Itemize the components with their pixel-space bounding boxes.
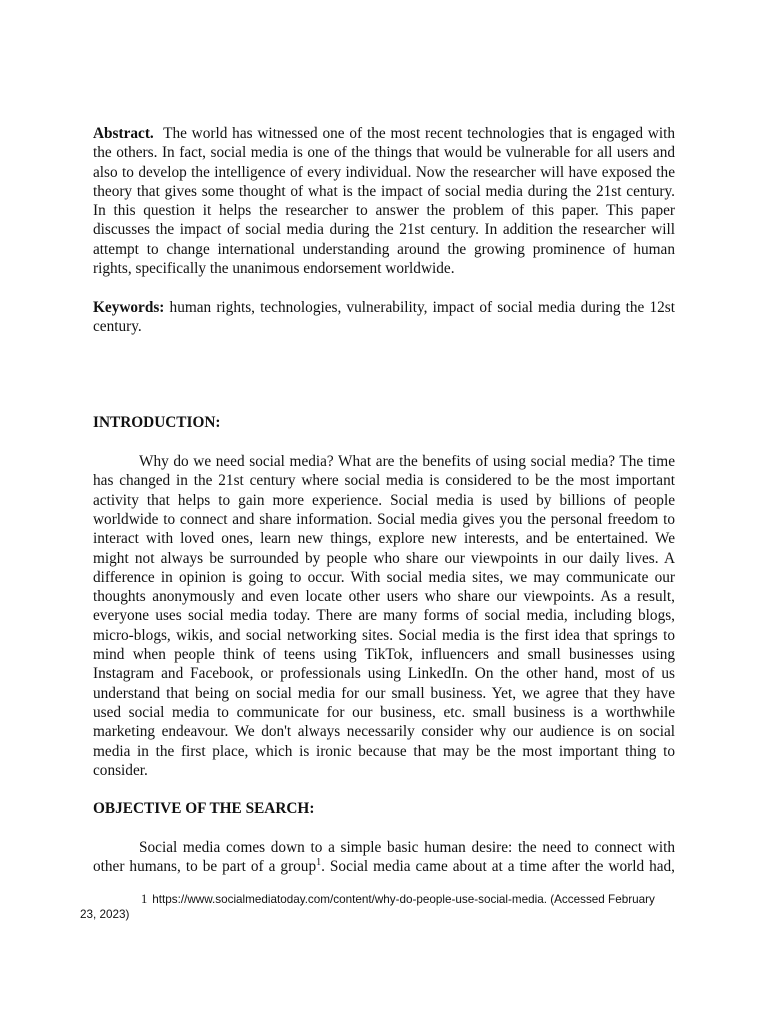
introduction-line: used social media to communicate for our business, etc. small business is a worthwhile	[93, 703, 675, 721]
introduction-line: micro-blogs, wikis, and social networking sites. Social media is the first idea that springs to	[93, 626, 675, 644]
introduction-line: activity that helps to gain more experience. Social media is used by billions of people	[93, 491, 675, 509]
abstract-line: rights, specifically the unanimous endorsement worldwide.	[93, 260, 455, 278]
abstract-line-text: The world has witnessed one of the most recent technologies that is engaged with	[163, 125, 675, 142]
introduction-line: marketing endeavour. We don't always necessarily consider why our audience is on social	[93, 723, 675, 741]
introduction-line: difference in opinion is going to occur. With social media sites, we may communicate our	[93, 568, 675, 586]
introduction-line: thoughts anonymously and even locate other users who share our viewpoints. As a result,	[93, 588, 675, 606]
introduction-line: might not always be surrounded by people who share our viewpoints in our daily lives. A	[93, 549, 675, 567]
footnote-text: https://www.socialmediatoday.com/content/why-do-people-use-social-media. (Accessed February	[152, 893, 655, 906]
introduction-line: worldwide to connect and share information. Social media gives you the personal freedom to	[93, 510, 675, 528]
abstract-label: Abstract.	[93, 125, 154, 142]
keywords-paragraph	[93, 298, 675, 337]
footnote-line: 23, 2023)	[80, 908, 130, 921]
introduction-line: media in the first place, which is ironic because that may be the most important thing to	[93, 742, 675, 760]
introduction-line: everyone uses social media today. There are many forms of social media, including blogs,	[93, 607, 675, 625]
footnote-line	[141, 892, 655, 907]
introduction-heading: INTRODUCTION:	[93, 414, 221, 432]
introduction-paragraph	[93, 452, 675, 780]
objective-line-text: . Social media came about at a time after the world had,	[321, 858, 675, 876]
abstract-line: In this question it helps the researcher to answer the problem of this paper. This paper	[93, 202, 675, 220]
introduction-line: understand that being on social media for our small business. Yet, we agree that they have	[93, 684, 675, 702]
introduction-line: has changed in the 21st century where social media is considered to be the most important	[93, 472, 675, 490]
keywords-line: century.	[93, 317, 142, 335]
objective-line	[93, 857, 675, 876]
objective-paragraph	[93, 838, 675, 877]
objective-heading: OBJECTIVE OF THE SEARCH:	[93, 800, 315, 818]
introduction-line: Why do we need social media? What are the benefits of using social media? The time	[139, 453, 675, 471]
introduction-line: consider.	[93, 761, 148, 779]
abstract-paragraph	[93, 124, 675, 278]
introduction-line: mind when people think of teens using TikTok, influencers and small businesses using	[93, 646, 675, 664]
keywords-line	[93, 298, 675, 317]
abstract-line: discusses the impact of social media during the 21st century. In addition the researcher will	[93, 221, 675, 239]
text-column	[93, 124, 675, 877]
keywords-label: Keywords:	[93, 298, 165, 316]
abstract-line: theory that gives some thought of what is the impact of social media during the 21st century.	[93, 182, 675, 200]
objective-line: Social media comes down to a simple basic human desire: the need to connect with	[139, 838, 675, 856]
abstract-line: attempt to change international understanding around the growing prominence of human	[93, 240, 675, 258]
footnote-reference: 1	[316, 857, 322, 869]
abstract-line: the others. In fact, social media is one of the things that would be vulnerable for all users and	[93, 144, 675, 162]
objective-line-text: other humans, to be part of a group	[93, 858, 317, 876]
keywords-line-text: human rights, technologies, vulnerability, impact of social media during the 12st	[169, 298, 675, 316]
introduction-line: interact with loved ones, learn new things, explore new interests, and be entertained. We	[93, 530, 675, 548]
abstract-line	[93, 124, 675, 143]
abstract-line: also to develop the intelligence of every individual. Now the researcher will have exposed the	[93, 163, 675, 181]
introduction-line: Instagram and Facebook, or professionals using LinkedIn. On the other hand, most of us	[93, 665, 675, 683]
footnote-number: 1	[141, 892, 148, 906]
